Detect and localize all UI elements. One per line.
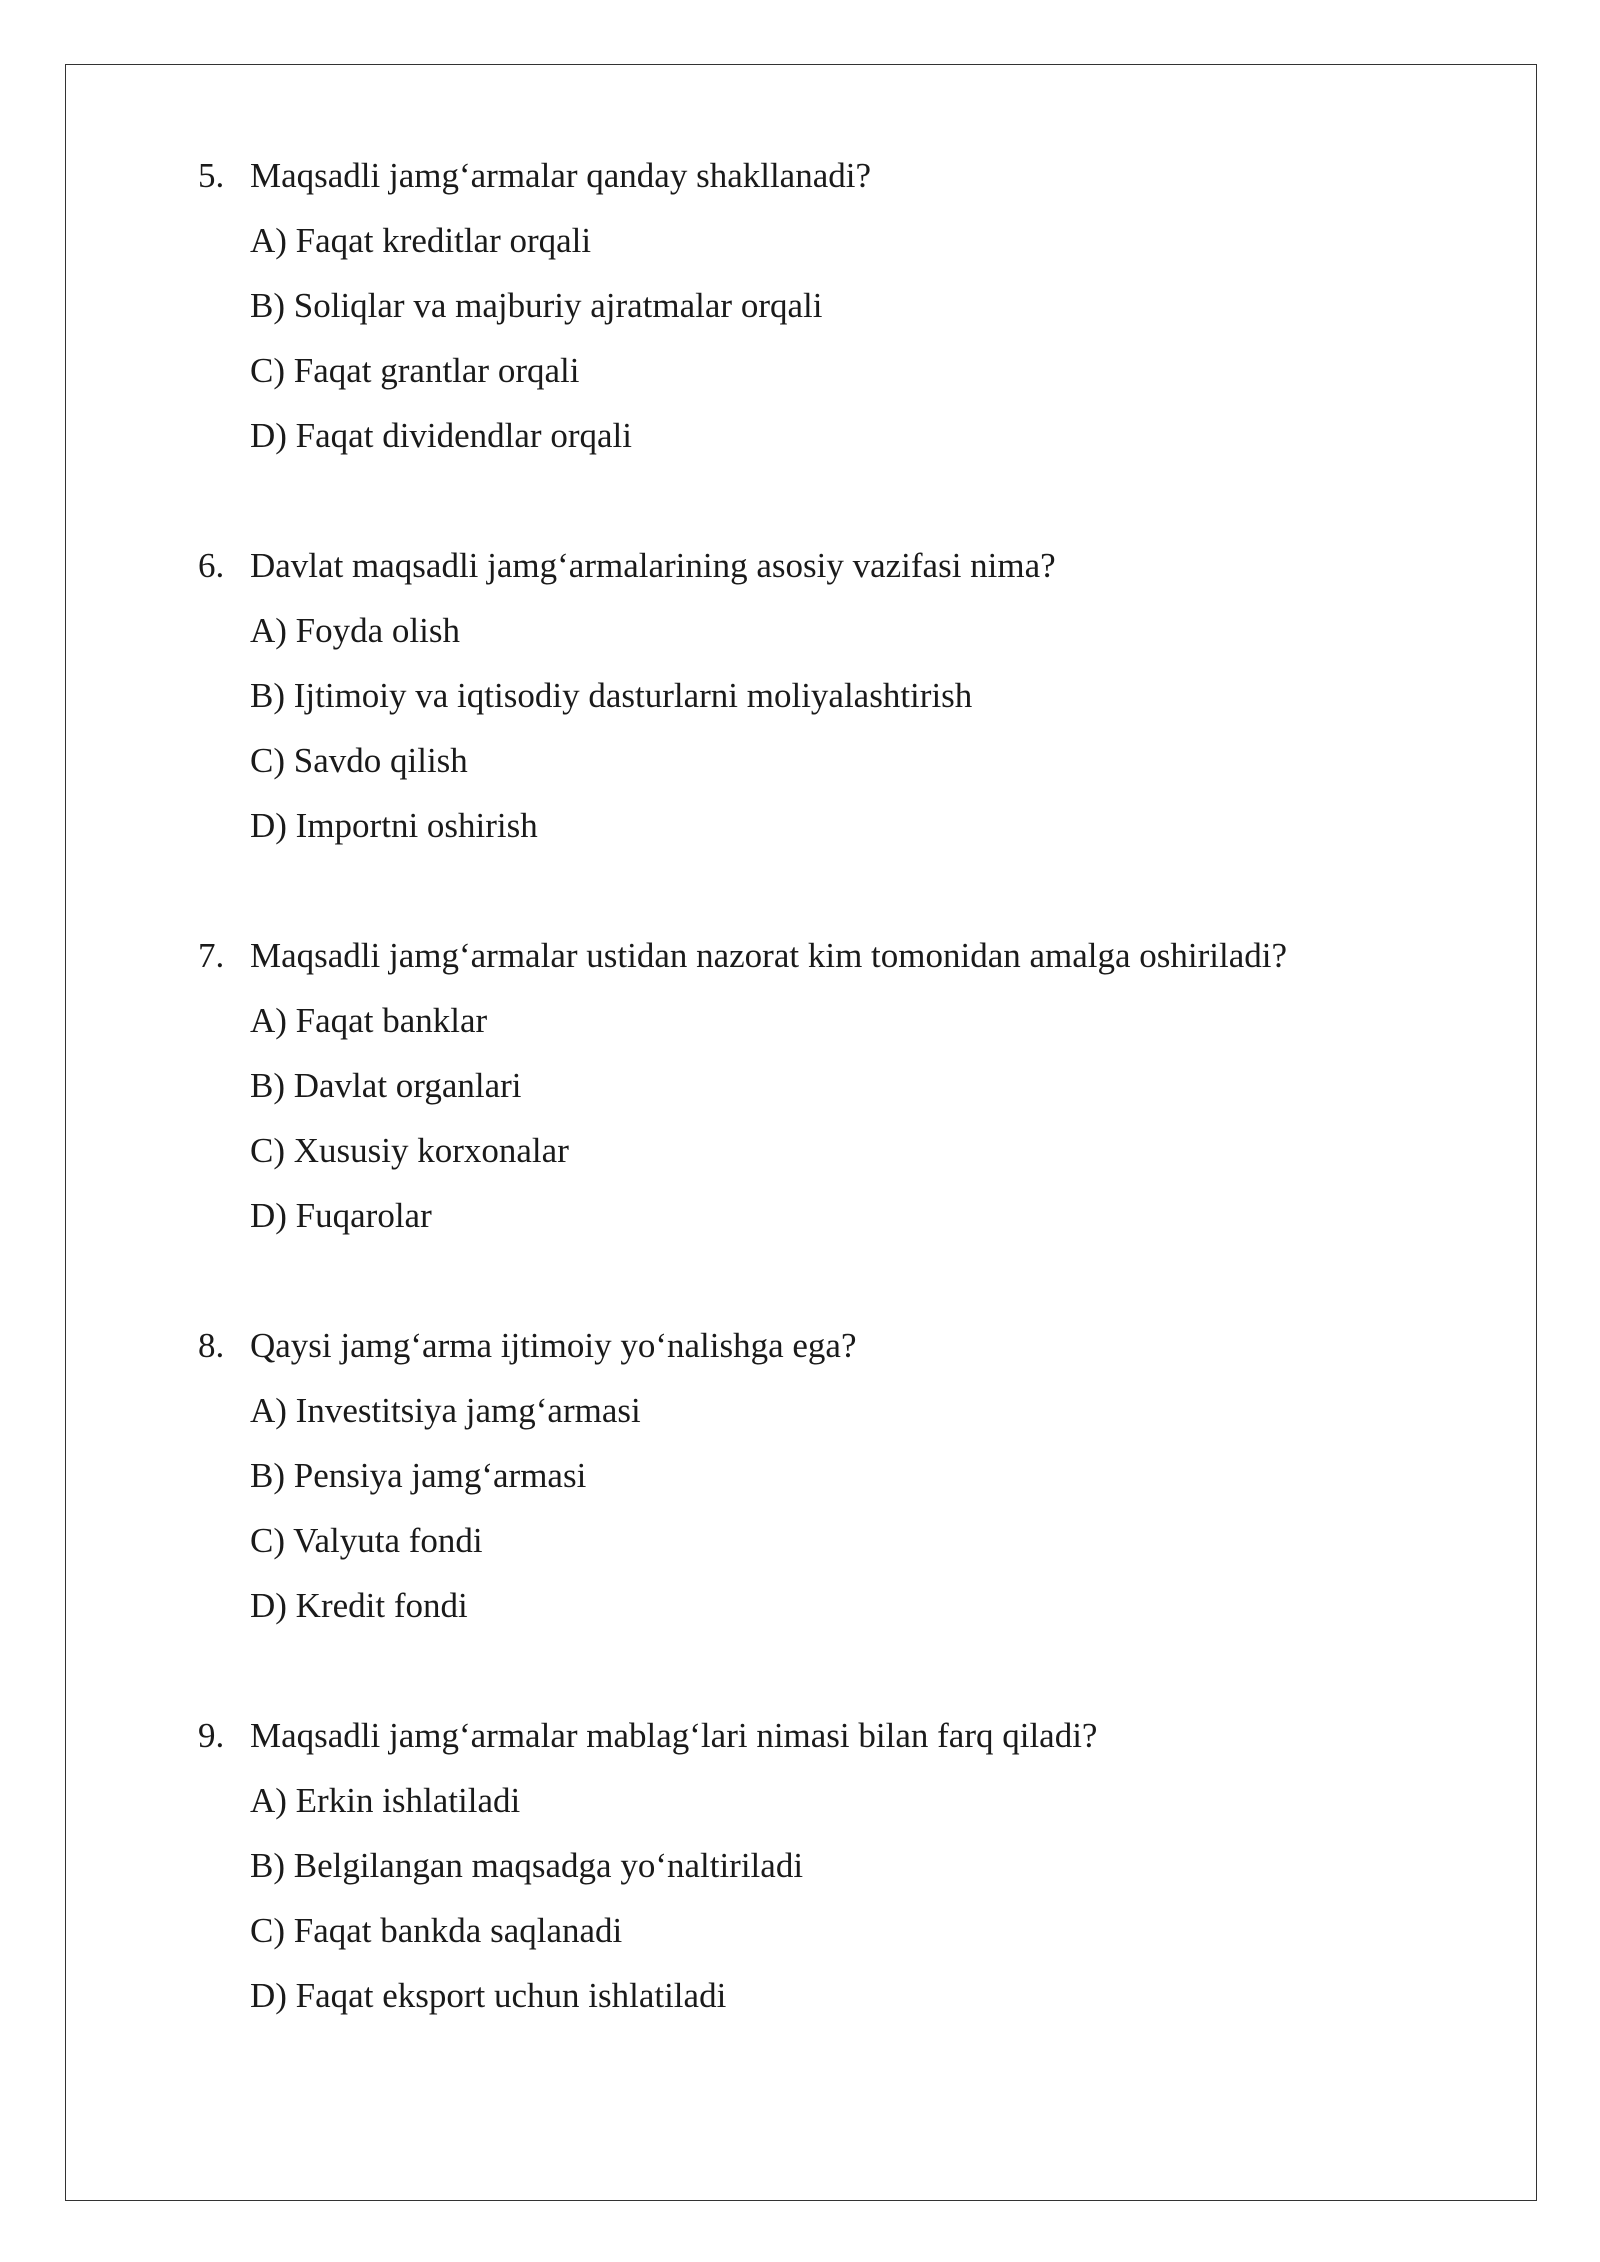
answer-option-b: B) Belgilangan maqsadga yo‘naltiriladi xyxy=(250,1846,804,1885)
answer-option-d: D) Fuqarolar xyxy=(250,1196,432,1235)
answer-option-b: B) Pensiya jamg‘armasi xyxy=(250,1456,587,1495)
question-number: 9. xyxy=(198,1716,225,1755)
answer-option-a: A) Faqat banklar xyxy=(250,1001,488,1040)
question-number: 6. xyxy=(198,546,225,585)
answer-option-c: C) Savdo qilish xyxy=(250,741,468,780)
question-number: 7. xyxy=(198,936,225,975)
question-text: Maqsadli jamg‘armalar ustidan nazorat kim tomonidan amalga oshiriladi? xyxy=(250,936,1288,975)
answer-option-d: D) Faqat dividendlar orqali xyxy=(250,416,632,455)
question-text: Davlat maqsadli jamg‘armalarining asosiy vazifasi nima? xyxy=(250,546,1056,585)
question-text: Maqsadli jamg‘armalar qanday shakllanadi? xyxy=(250,156,872,195)
answer-option-b: B) Soliqlar va majburiy ajratmalar orqali xyxy=(250,286,823,325)
answer-option-a: A) Faqat kreditlar orqali xyxy=(250,221,592,260)
question-text: Qaysi jamg‘arma ijtimoiy yo‘nalishga ega? xyxy=(250,1326,857,1365)
question-number: 8. xyxy=(198,1326,225,1365)
answer-option-d: D) Kredit fondi xyxy=(250,1586,468,1625)
answer-option-a: A) Investitsiya jamg‘armasi xyxy=(250,1391,641,1430)
answer-option-a: A) Erkin ishlatiladi xyxy=(250,1781,521,1820)
answer-option-d: D) Faqat eksport uchun ishlatiladi xyxy=(250,1976,727,2015)
question-text: Maqsadli jamg‘armalar mablag‘lari nimasi bilan farq qiladi? xyxy=(250,1716,1098,1755)
answer-option-a: A) Foyda olish xyxy=(250,611,460,650)
answer-option-b: B) Ijtimoiy va iqtisodiy dasturlarni moliyalashtirish xyxy=(250,676,973,715)
answer-option-b: B) Davlat organlari xyxy=(250,1066,522,1105)
answer-option-c: C) Valyuta fondi xyxy=(250,1521,483,1560)
answer-option-c: C) Faqat bankda saqlanadi xyxy=(250,1911,623,1950)
answer-option-d: D) Importni oshirish xyxy=(250,806,538,845)
answer-option-c: C) Xususiy korxonalar xyxy=(250,1131,569,1170)
question-number: 5. xyxy=(198,156,225,195)
answer-option-c: C) Faqat grantlar orqali xyxy=(250,351,580,390)
